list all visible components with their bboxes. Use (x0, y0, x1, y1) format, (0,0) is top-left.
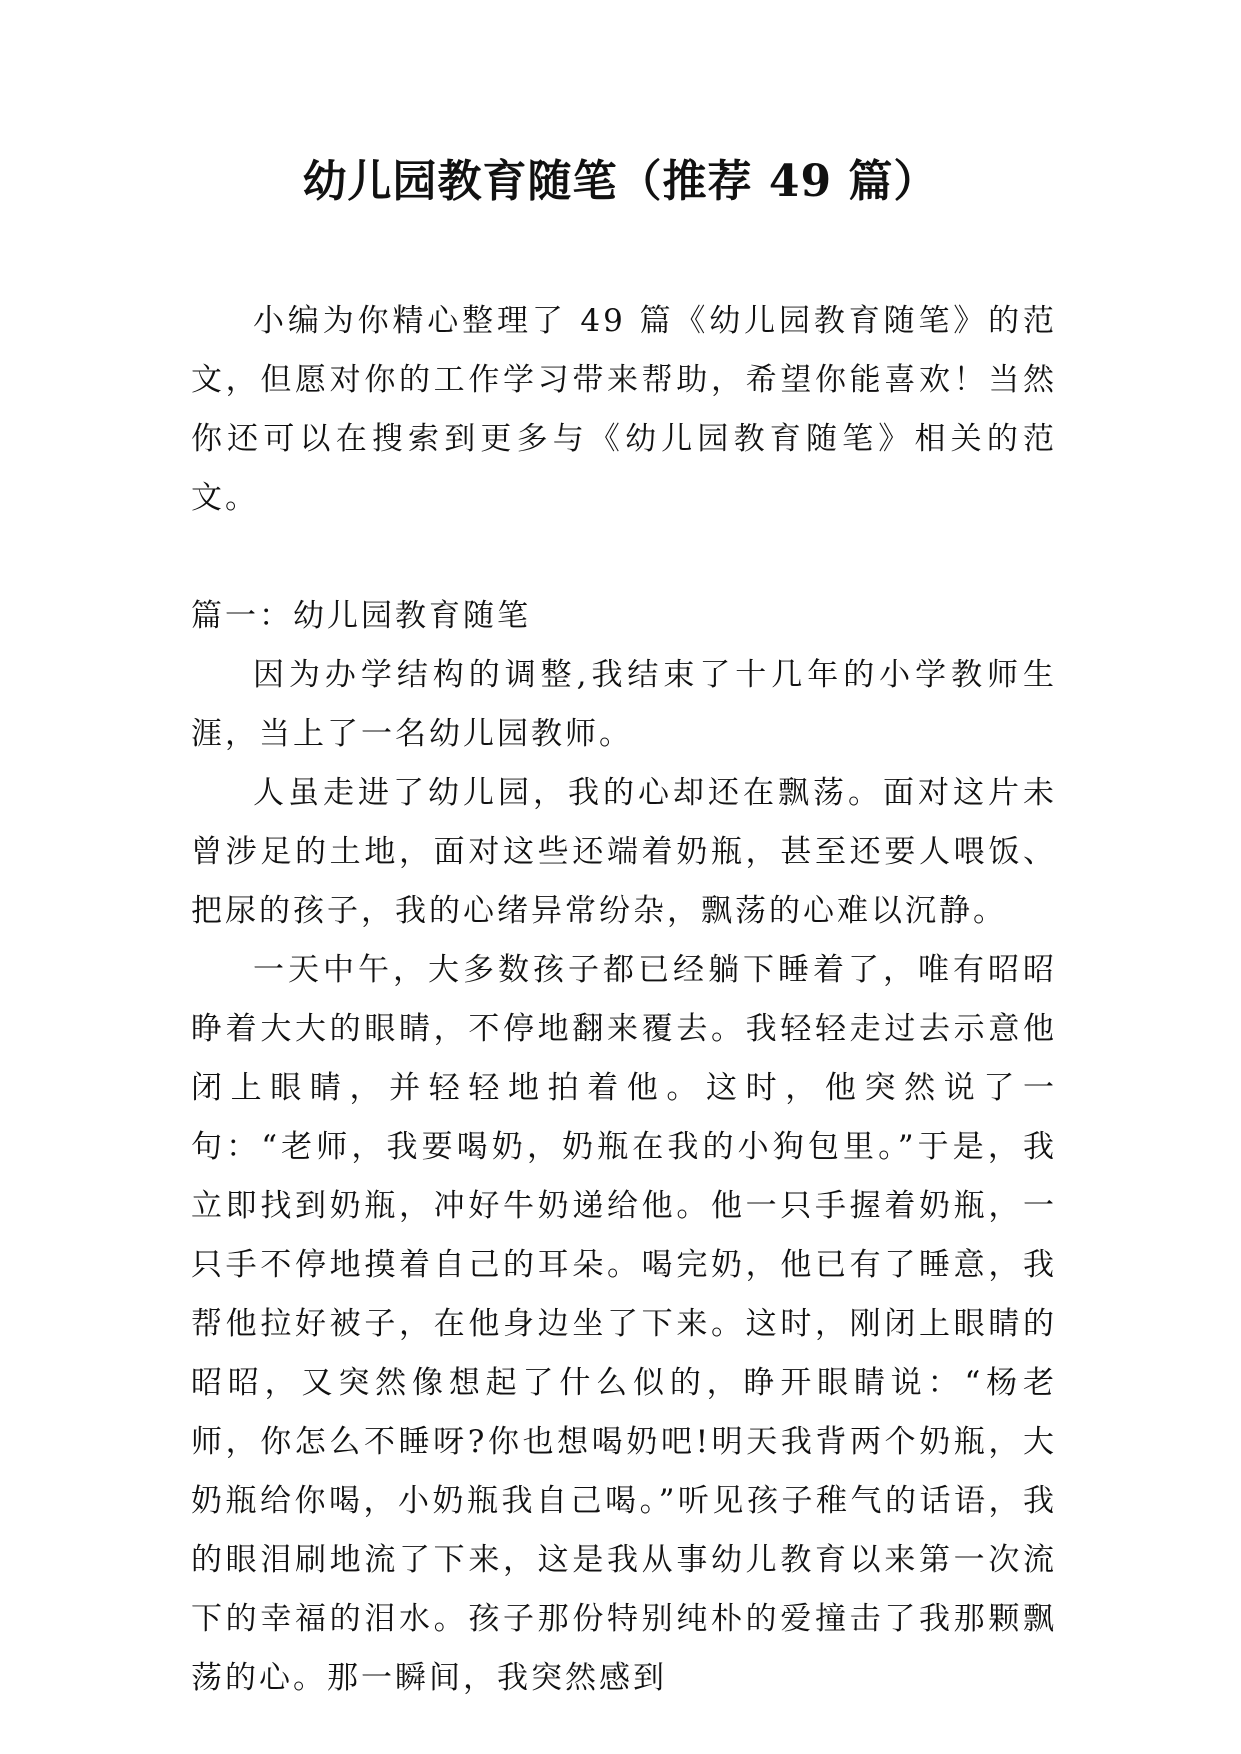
body-paragraph: 人虽走进了幼儿园，我的心却还在飘荡。面对这片未曾涉足的土地，面对这些还端着奶瓶，甚至还要人喂饭、把尿的孩子，我的心绪异常纷杂，飘荡的心难以沉静。 (191, 775, 1057, 929)
document-title: 幼儿园教育随笔（推荐 49 篇） (302, 156, 939, 207)
intro-paragraph: 小编为你精心整理了 49 篇《幼儿园教育随笔》的范文，但愿对你的工作学习带来帮助，希望你能喜欢！当然你还可以在搜索到更多与《幼儿园教育随笔》相关的范文。 (191, 303, 1057, 516)
body-paragraph: 一天中午，大多数孩子都已经躺下睡着了，唯有昭昭睁着大大的眼睛，不停地翻来覆去。我轻轻走过去示意他闭上眼睛，并轻轻地拍着他。这时，他突然说了一句：“老师，我要喝奶，奶瓶在我的小狗包里。”于是，我立即找到奶瓶，冲好牛奶递给他。他一只手握着奶瓶，一只手不停地摸着自己的耳朵。喝完奶，他已有了睡意，我帮他拉好被子，在他身边坐了下来。这时，刚闭上眼睛的昭昭，又突然像想起了什么似的，睁开眼睛说：“杨老师，你怎么不睡呀?你也想喝奶吧!明天我背两个奶瓶，大奶瓶给你喝，小奶瓶我自己喝。”听见孩子稚气的话语，我的眼泪刷地流了下来，这是我从事幼儿教育以来第一次流下的幸福的泪水。孩子那份特别纯朴的爱撞击了我那颗飘荡的心。那一瞬间，我突然感到 (191, 952, 1057, 1696)
section-heading: 篇一：幼儿园教育随笔 (191, 598, 531, 634)
body-paragraph: 因为办学结构的调整,我结束了十几年的小学教师生涯，当上了一名幼儿园教师。 (191, 657, 1057, 752)
document-body (191, 292, 1057, 1708)
paragraph-spacer (191, 528, 1057, 587)
